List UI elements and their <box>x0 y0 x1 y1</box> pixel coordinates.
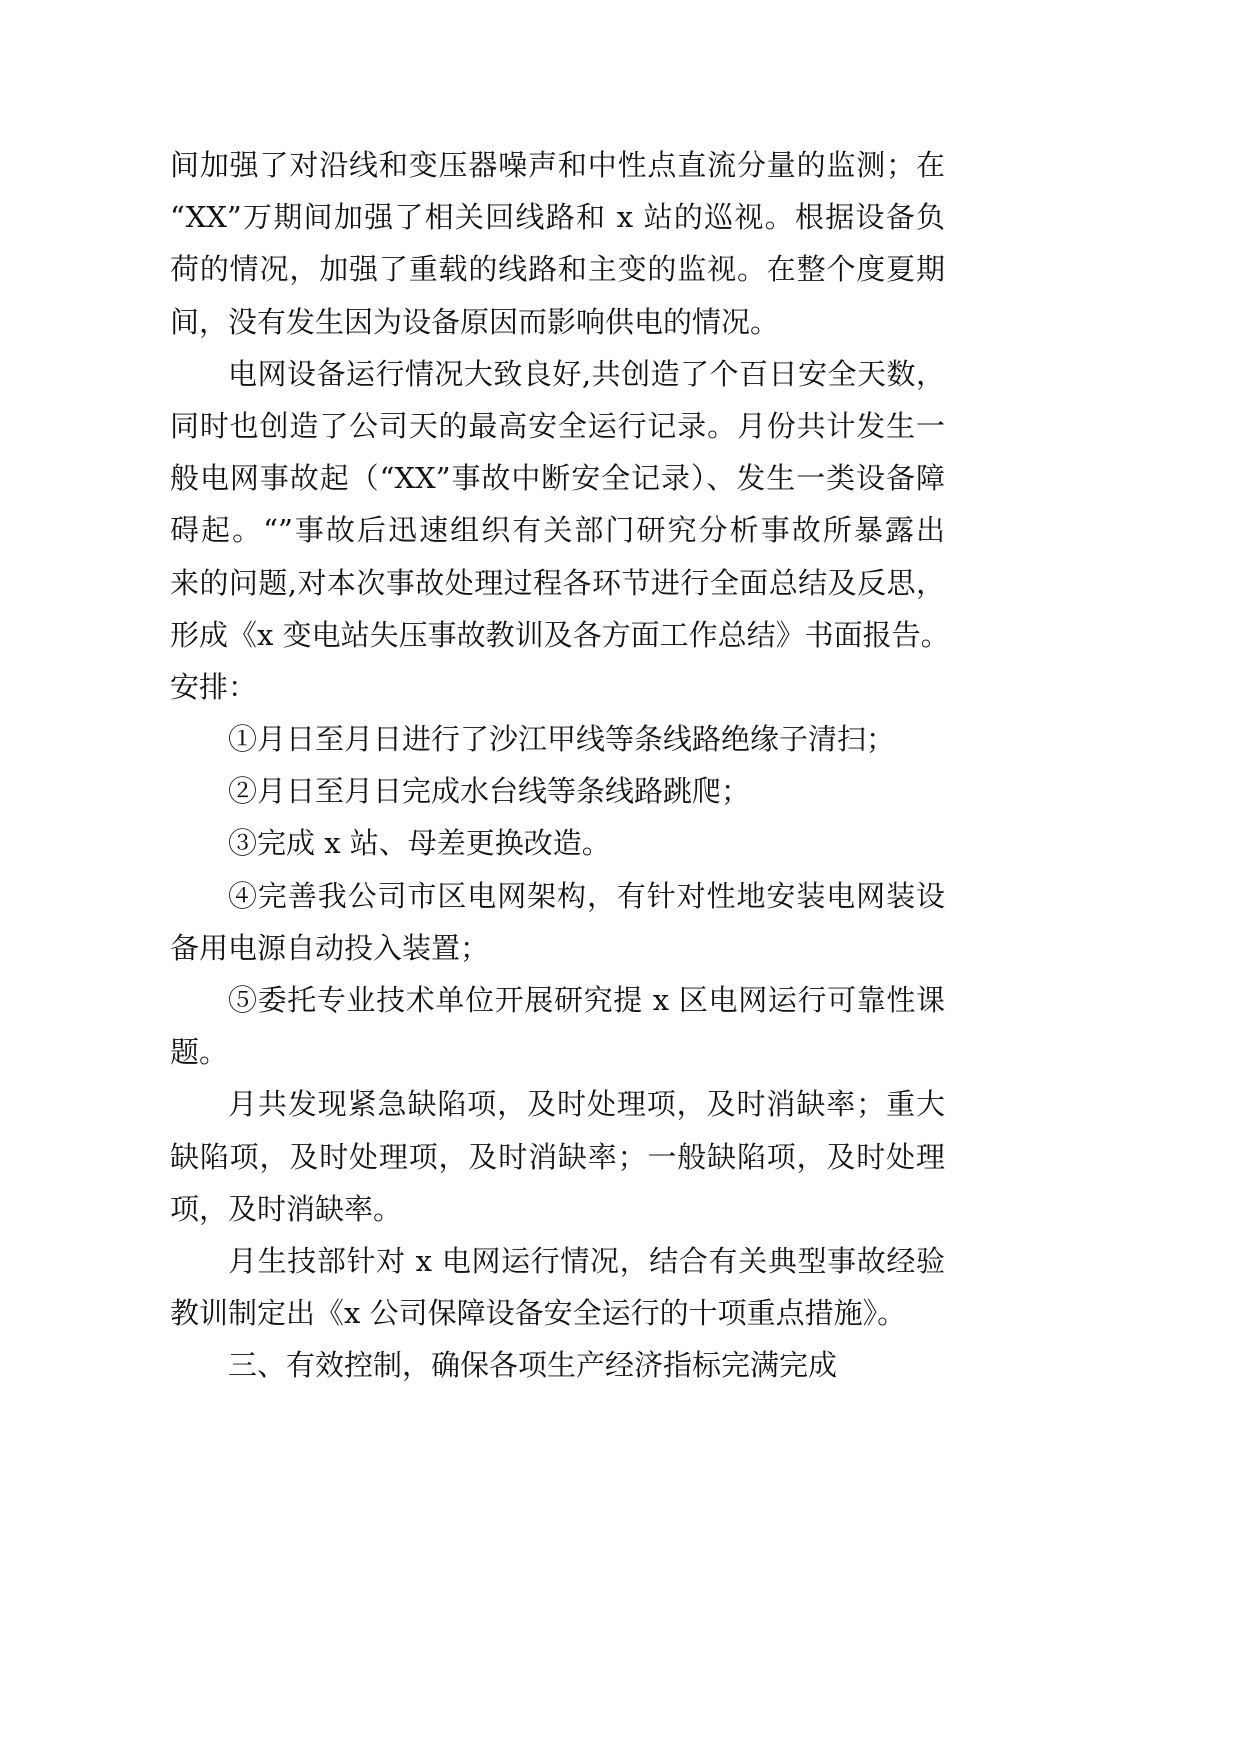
text-line: “XX”万期间加强了相关回线路和 x 站的巡视。根据设备负 <box>170 200 945 235</box>
text-line: ④完善我公司市区电网架构，有针对性地安装电网装设 <box>228 878 945 913</box>
list-item-4 <box>170 870 945 974</box>
text-line: 形成《x 变电站失压事故教训及各方面工作总结》书面报告。 <box>170 617 950 652</box>
text-line: 教训制定出《x 公司保障设备安全运行的十项重点措施》。 <box>170 1296 907 1331</box>
text-line: 缺陷项，及时处理项，及时消缺率；一般缺陷项，及时处理 <box>170 1139 945 1174</box>
list-item-5 <box>170 974 945 1078</box>
document-body <box>170 139 950 1392</box>
text-line: 间加强了对沿线和变压器噪声和中性点直流分量的监测；在 <box>170 148 945 182</box>
section-heading <box>170 1339 945 1391</box>
text-line: 安排： <box>170 669 258 704</box>
text-line: 月生技部针对 x 电网运行情况，结合有关典型事故经验 <box>228 1243 945 1278</box>
paragraph-grid-operation <box>170 348 950 713</box>
list-item-1 <box>170 713 945 765</box>
text-line: 碍起。“”事故后迅速组织有关部门研究分析事故所暴露出 <box>170 513 945 548</box>
text-line: ②月日至月日完成水台线等条线路跳爬； <box>228 774 751 809</box>
paragraph-measures <box>170 1235 945 1339</box>
text-line: ⑤委托专业技术单位开展研究提 x 区电网运行可靠性课 <box>228 983 945 1017</box>
paragraph-continued <box>170 139 945 348</box>
paragraph-defects <box>170 1078 945 1235</box>
text-line: 间，没有发生因为设备原因而影响供电的情况。 <box>170 304 780 339</box>
list-item-3 <box>170 817 945 869</box>
text-line: ①月日至月日进行了沙江甲线等条线路绝缘子清扫； <box>228 722 896 757</box>
text-line: 备用电源自动投入装置； <box>170 930 490 965</box>
text-line: 同时也创造了公司天的最高安全运行记录。月份共计发生一 <box>170 408 945 443</box>
text-line: 项，及时消缺率。 <box>170 1191 403 1226</box>
text-line: 来的问题,对本次事故处理过程各环节进行全面总结及反思， <box>170 565 945 600</box>
section-heading-text: 三、有效控制，确保各项生产经济指标完满完成 <box>228 1348 838 1383</box>
text-line: 月共发现紧急缺陷项，及时处理项，及时消缺率；重大 <box>228 1087 945 1122</box>
text-line: 般电网事故起（“XX”事故中断安全记录）、发生一类设备障 <box>170 461 945 496</box>
text-line: ③完成 x 站、母差更换改造。 <box>228 826 611 861</box>
text-line: 题。 <box>170 1035 229 1070</box>
text-line: 荷的情况，加强了重载的线路和主变的监视。在整个度夏期 <box>170 252 945 287</box>
text-line: 电网设备运行情况大致良好,共创造了个百日安全天数， <box>228 356 945 391</box>
list-item-2 <box>170 765 945 817</box>
